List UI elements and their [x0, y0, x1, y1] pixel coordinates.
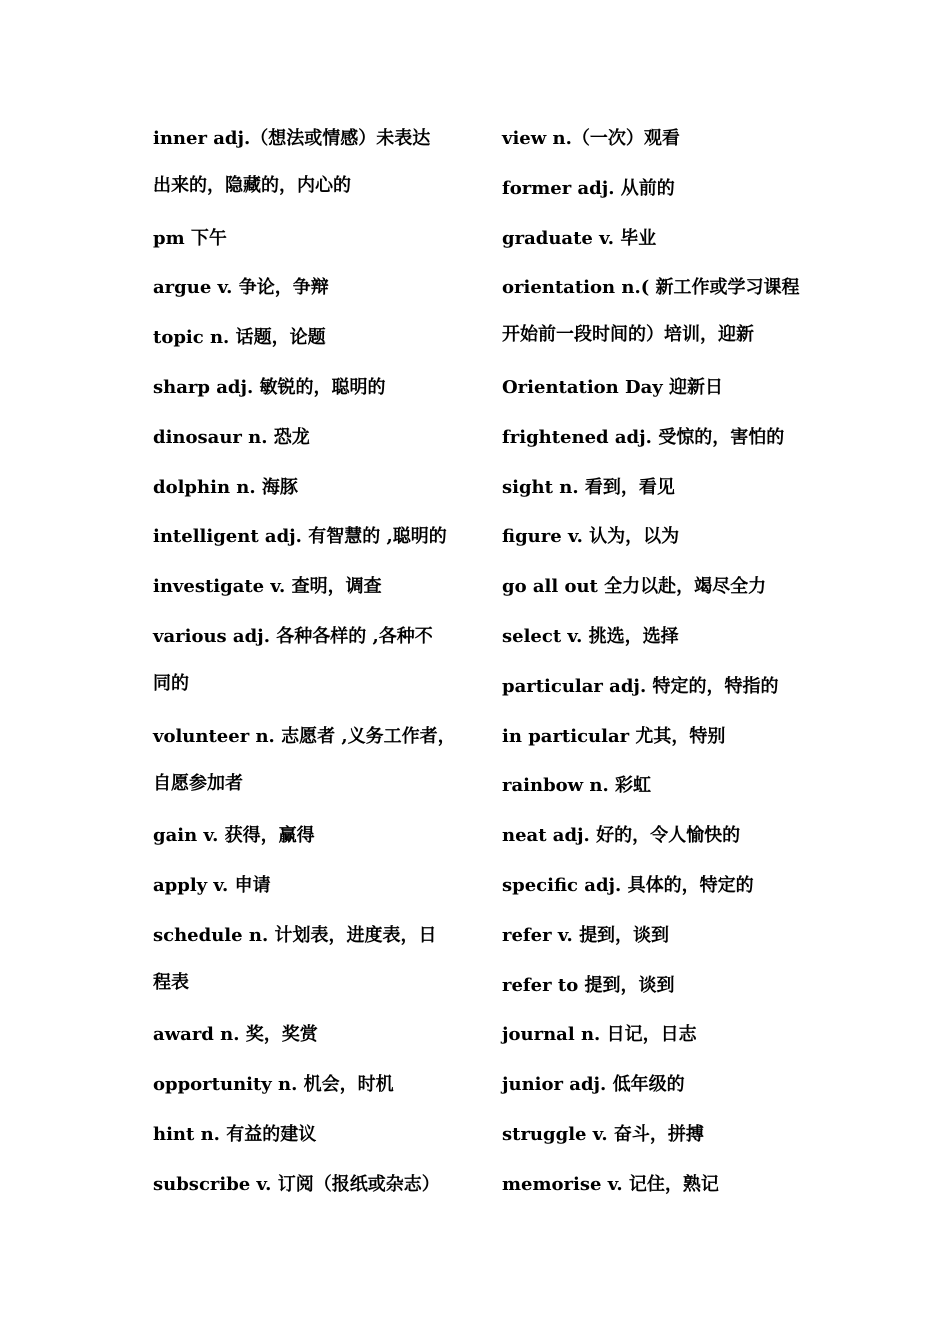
- vocab-entry-line: 开始前一段时间的）培训，迎新: [502, 324, 754, 345]
- vocab-entry-line: orientation n.( 新工作或学习课程: [502, 277, 800, 298]
- vocab-entry: [502, 376, 723, 400]
- vocab-entry-line: volunteer n. 志愿者 ,义务工作者，: [153, 726, 456, 747]
- vocab-entry: [153, 376, 386, 400]
- vocab-entry: [502, 774, 651, 798]
- vocab-entry: [502, 127, 680, 151]
- vocab-entry-line: journal n. 日记，日志: [502, 1024, 697, 1045]
- vocab-entry-line: various adj. 各种各样的 ,各种不: [153, 626, 433, 647]
- vocab-entry-line: select v. 挑选，选择: [502, 626, 679, 647]
- vocab-entry: [502, 1123, 704, 1147]
- vocab-entry-line: rainbow n. 彩虹: [502, 775, 652, 796]
- vocab-entry-line: memorise v. 记住，熟记: [502, 1174, 719, 1195]
- vocab-entry-line: hint n. 有益的建议: [153, 1124, 317, 1145]
- vocab-entry: [153, 874, 271, 898]
- vocab-entry-line: 同的: [153, 673, 189, 694]
- vocab-entry-line: apply v. 申请: [153, 875, 271, 896]
- vocab-entry-line: intelligent adj. 有智慧的 ,聪明的: [153, 526, 447, 547]
- vocab-entry: [502, 924, 669, 948]
- vocab-entry-line: specific adj. 具体的，特定的: [502, 875, 754, 896]
- vocab-entry-line: refer v. 提到，谈到: [502, 925, 670, 946]
- vocab-entry: [502, 476, 675, 500]
- vocab-entry-line: argue v. 争论，争辩: [153, 277, 329, 298]
- vocab-entry: [153, 575, 382, 599]
- vocab-entry-line: 出来的，隐藏的，内心的: [153, 175, 351, 196]
- vocab-entry-line: frightened adj. 受惊的，害怕的: [502, 427, 785, 448]
- vocab-entry: [153, 525, 447, 549]
- vocab-entry: [502, 625, 679, 649]
- vocab-entry-line: particular adj. 特定的，特指的: [502, 676, 779, 697]
- vocab-entry-line: subscribe v. 订阅（报纸或杂志）: [153, 1174, 440, 1195]
- vocab-entry: [502, 276, 800, 347]
- vocab-entry-line: dinosaur n. 恐龙: [153, 427, 310, 448]
- vocab-entry: [153, 1123, 316, 1147]
- vocab-entry: [153, 725, 456, 796]
- vocab-entry-line: junior adj. 低年级的: [502, 1074, 685, 1095]
- vocab-entry-line: former adj. 从前的: [502, 178, 675, 199]
- vocab-entry: [502, 177, 675, 201]
- vocab-entry-line: award n. 奖，奖赏: [153, 1024, 318, 1045]
- vocab-entry: [502, 874, 754, 898]
- vocab-entry: [502, 824, 740, 848]
- vocab-entry-line: gain v. 获得，赢得: [153, 825, 315, 846]
- vocab-entry-line: in particular 尤其，特别: [502, 726, 726, 747]
- vocab-entry: [153, 1023, 318, 1047]
- vocab-entry: [502, 525, 679, 549]
- vocab-entry: [153, 476, 298, 500]
- vocab-entry-line: 程表: [153, 972, 189, 993]
- vocab-entry-line: dolphin n. 海豚: [153, 477, 298, 498]
- vocab-entry: [153, 127, 430, 198]
- vocab-entry-line: inner adj.（想法或情感）未表达: [153, 128, 431, 149]
- vocab-entry-line: 自愿参加者: [153, 773, 243, 794]
- vocab-entry: [153, 1173, 440, 1197]
- vocab-entry: [502, 974, 674, 998]
- vocab-entry: [502, 1073, 685, 1097]
- vocab-entry: [502, 675, 778, 699]
- vocab-entry: [502, 426, 784, 450]
- vocab-entry-line: neat adj. 好的，令人愉快的: [502, 825, 741, 846]
- vocab-entry: [153, 276, 329, 300]
- vocab-entry: [502, 725, 725, 749]
- vocab-entry-line: Orientation Day 迎新日: [502, 377, 724, 398]
- vocab-entry-line: investigate v. 查明，调查: [153, 576, 382, 597]
- vocab-entry-line: sight n. 看到，看见: [502, 477, 675, 498]
- vocab-entry: [153, 426, 310, 450]
- vocab-entry-line: graduate v. 毕业: [502, 228, 657, 249]
- vocab-entry-line: sharp adj. 敏锐的，聪明的: [153, 377, 386, 398]
- vocab-entry-line: struggle v. 奋斗，拼搏: [502, 1124, 704, 1145]
- vocab-entry: [502, 575, 766, 599]
- vocab-entry: [153, 625, 433, 696]
- vocab-entry: [153, 326, 326, 350]
- vocab-entry: [502, 1173, 719, 1197]
- vocab-entry-line: go all out 全力以赴，竭尽全力: [502, 576, 767, 597]
- vocab-entry: [153, 227, 227, 251]
- vocab-entry-line: refer to 提到，谈到: [502, 975, 675, 996]
- vocab-entry: [153, 1073, 394, 1097]
- vocab-entry-line: topic n. 话题，论题: [153, 327, 326, 348]
- vocab-entry-line: pm 下午: [153, 228, 227, 249]
- vocab-entry-line: view n.（一次）观看: [502, 128, 680, 149]
- vocab-entry: [153, 924, 436, 995]
- vocab-entry-line: figure v. 认为，以为: [502, 526, 680, 547]
- vocab-entry-line: opportunity n. 机会，时机: [153, 1074, 394, 1095]
- vocab-entry-line: schedule n. 计划表，进度表，日: [153, 925, 437, 946]
- vocab-entry: [502, 1023, 697, 1047]
- vocab-entry: [502, 227, 656, 251]
- vocab-entry: [153, 824, 315, 848]
